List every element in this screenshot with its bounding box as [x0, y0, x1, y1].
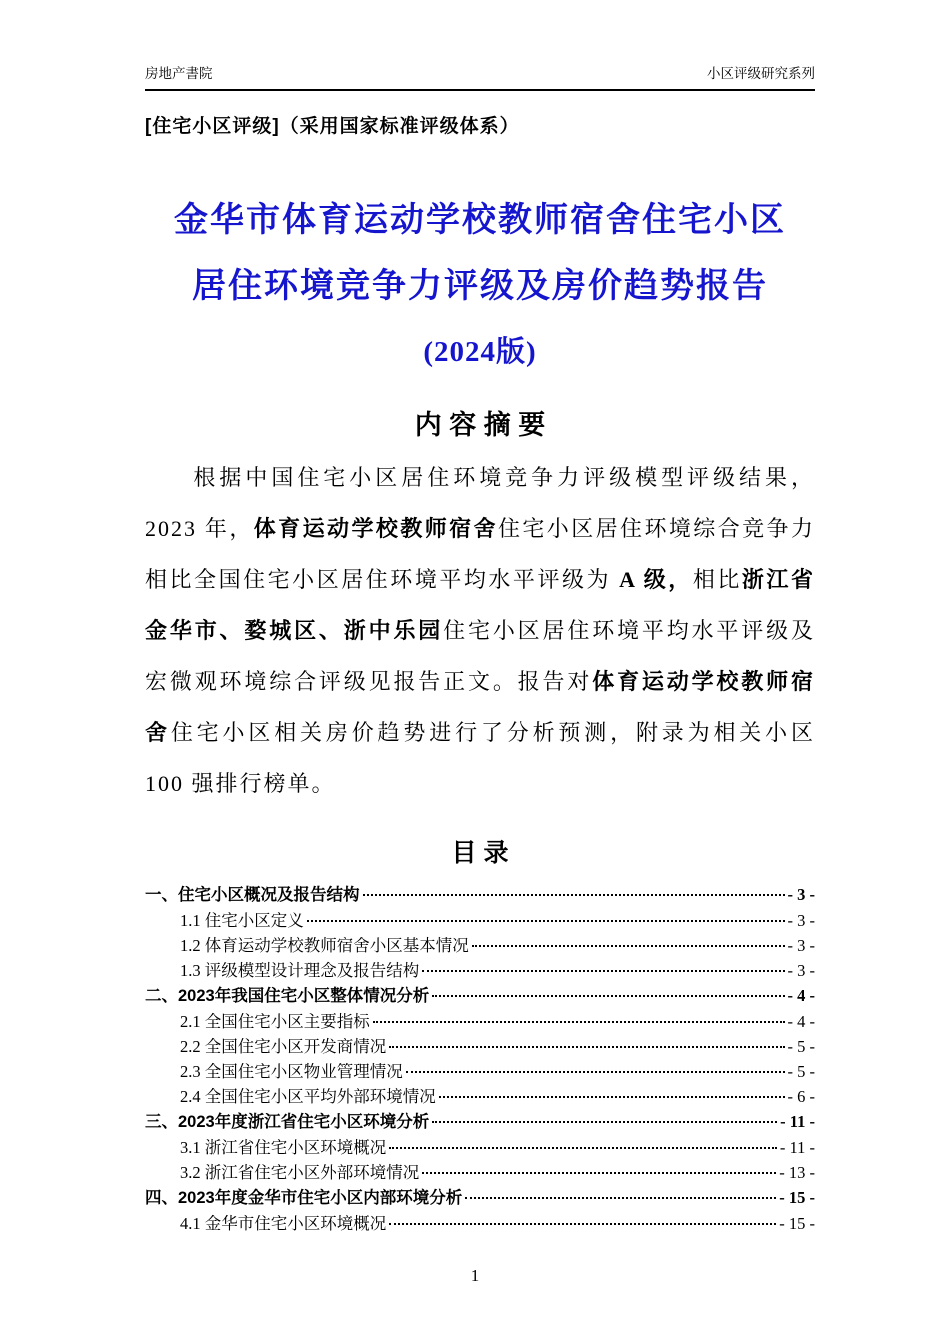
toc-entry-label: 2.1 全国住宅小区主要指标 [180, 1012, 370, 1031]
toc-entry [145, 1034, 815, 1059]
summary-paragraph [145, 452, 815, 809]
report-title-version: (2024版) [423, 336, 537, 368]
toc-entry [145, 908, 815, 933]
toc-entry [145, 882, 815, 908]
toc-page-number: - 15 - [779, 1188, 815, 1207]
header-right-text: 小区评级研究系列 [707, 66, 815, 81]
summary-text-run: 住宅小区居住环境平均水平评级及宏微观环境综合评级见报告正文。报告对 [145, 618, 815, 694]
toc-entry-label: 3.1 浙江省住宅小区环境概况 [180, 1138, 387, 1157]
toc-dot-leader [432, 995, 784, 997]
summary-text-run: 相比 [692, 567, 742, 592]
toc-page-number: - 3 - [787, 936, 815, 955]
toc-dot-leader [363, 894, 785, 896]
report-title-line-1: 金华市体育运动学校教师宿舍住宅小区 [174, 202, 786, 239]
summary-text-run: 根据中国住宅小区居住环境竞争力评级模型评级结果，2023 年， [145, 465, 815, 541]
toc-entry [145, 1084, 815, 1109]
summary-bold-run: A 级， [619, 567, 693, 592]
toc-entry-label: 4.1 金华市住宅小区环境概况 [180, 1214, 387, 1233]
toc-dot-leader [422, 1172, 776, 1174]
toc-dot-leader [307, 920, 785, 922]
toc-entry-label: 1.1 住宅小区定义 [180, 911, 304, 930]
toc-dot-leader [389, 1223, 776, 1225]
toc-entry-label: 2.4 全国住宅小区平均外部环境情况 [180, 1087, 436, 1106]
toc-dot-leader [465, 1197, 776, 1199]
classification-line: [住宅小区评级]（采用国家标准评级体系） [145, 116, 520, 137]
summary-text-run: 住宅小区居住环境综合竞争力相比全国住宅小区居住环境平均水平评级为 [145, 516, 815, 592]
toc-page-number: - 5 - [787, 1037, 815, 1056]
toc-list [145, 882, 815, 1236]
summary-text-run: 住宅小区相关房价趋势进行了分析预测，附录为相关小区 100 强排行榜单。 [145, 720, 815, 796]
toc-entry-label: 二、2023年我国住宅小区整体情况分析 [145, 987, 430, 1005]
toc-dot-leader [422, 970, 784, 972]
toc-entry [145, 1185, 815, 1211]
toc-page-number: - 3 - [787, 961, 815, 980]
report-title [145, 188, 815, 384]
summary-heading: 内 容 摘 要 [414, 410, 546, 440]
toc-page-number: - 3 - [787, 911, 815, 930]
toc-page-number: - 13 - [779, 1163, 815, 1182]
toc-entry-label: 1.3 评级模型设计理念及报告结构 [180, 961, 420, 980]
toc-entry-label: 2.2 全国住宅小区开发商情况 [180, 1037, 387, 1056]
toc-entry [145, 958, 815, 983]
page-header [145, 62, 815, 91]
footer-page-number: 1 [470, 1266, 480, 1285]
toc-entry [145, 1135, 815, 1160]
toc-page-number: - 4 - [787, 1012, 815, 1031]
toc-entry [145, 1109, 815, 1135]
toc-entry [145, 1009, 815, 1034]
toc-entry [145, 1211, 815, 1236]
toc-page-number: - 11 - [779, 1138, 815, 1157]
report-title-line-2: 居住环境竞争力评级及房价趋势报告 [192, 268, 768, 305]
toc-entry-label: 一、住宅小区概况及报告结构 [145, 886, 360, 904]
toc-entry-label: 1.2 体育运动学校教师宿舍小区基本情况 [180, 936, 469, 955]
toc-page-number: - 5 - [787, 1062, 815, 1081]
summary-bold-run: 浙江省金华市、婺城区、浙中乐园 [145, 567, 815, 643]
toc-dot-leader [472, 945, 785, 947]
toc-page-number: - 4 - [787, 986, 815, 1005]
toc-page-number: - 11 - [780, 1112, 815, 1131]
toc-dot-leader [389, 1147, 777, 1149]
toc-entry-label: 三、2023年度浙江省住宅小区环境分析 [145, 1113, 430, 1131]
header-left-text: 房地产書院 [145, 66, 213, 81]
summary-bold-run: 体育运动学校教师宿舍 [145, 669, 815, 745]
toc-dot-leader [389, 1046, 784, 1048]
toc-entry-label: 四、2023年度金华市住宅小区内部环境分析 [145, 1189, 463, 1207]
toc-page-number: - 6 - [787, 1087, 815, 1106]
toc-dot-leader [406, 1071, 785, 1073]
toc-entry [145, 933, 815, 958]
summary-bold-run: 体育运动学校教师宿舍 [253, 516, 498, 541]
toc-page-number: - 3 - [787, 885, 815, 904]
toc-entry [145, 983, 815, 1009]
toc-page-number: - 15 - [779, 1214, 815, 1233]
toc-heading: 目 录 [451, 839, 509, 867]
toc-entry [145, 1059, 815, 1084]
toc-entry-label: 3.2 浙江省住宅小区外部环境情况 [180, 1163, 420, 1182]
toc-entry [145, 1160, 815, 1185]
toc-dot-leader [373, 1021, 785, 1023]
toc-entry-label: 2.3 全国住宅小区物业管理情况 [180, 1062, 403, 1081]
toc-dot-leader [439, 1096, 785, 1098]
toc-dot-leader [432, 1121, 777, 1123]
